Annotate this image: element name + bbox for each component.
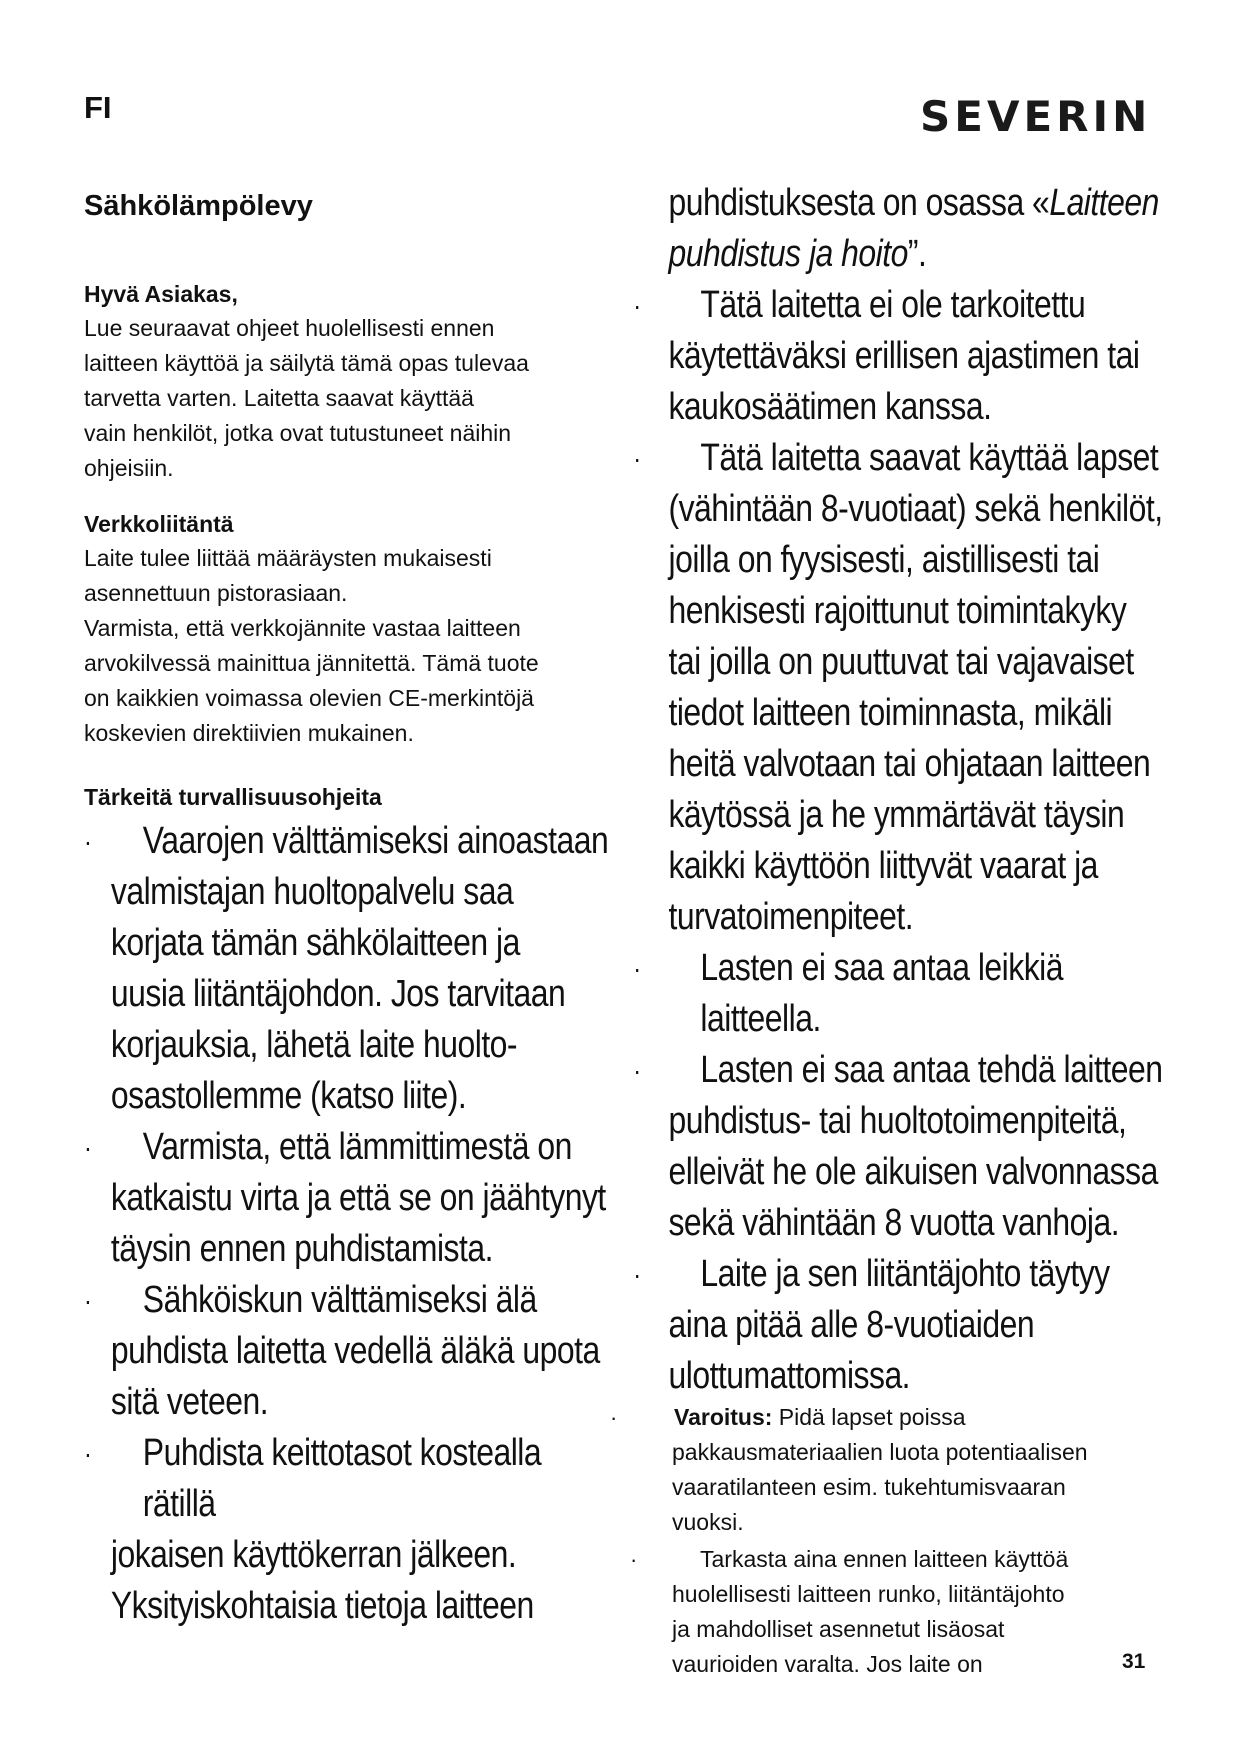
item-line: (vähintään 8-vuotiaat) sekä henkilöt, bbox=[668, 488, 1163, 530]
right-column bbox=[610, 182, 1190, 1682]
continuation-italic: puhdistus ja hoito bbox=[668, 233, 908, 275]
item-line: ja mahdolliset asennetut lisäosat bbox=[672, 1616, 1005, 1642]
bullet-icon: · bbox=[633, 443, 641, 474]
warning-item bbox=[610, 1400, 1190, 1540]
item-line: huolellisesti laitteen runko, liitäntäjohto bbox=[672, 1581, 1065, 1607]
warning-text: Pidä lapset poissa bbox=[772, 1404, 966, 1430]
item-line: sekä vähintään 8 vuotta vanhoja. bbox=[668, 1202, 1120, 1244]
continuation-prefix: puhdistuksesta on osassa « bbox=[668, 182, 1050, 224]
item-line: henkisesti rajoittunut toimintakyky bbox=[668, 590, 1127, 632]
text-line: koskevien direktiivien mukainen. bbox=[84, 720, 414, 746]
continuation-suffix: ”. bbox=[907, 233, 927, 275]
safety-heading: Tärkeitä turvallisuusohjeita bbox=[84, 784, 382, 810]
item-line: sitä veteen. bbox=[110, 1381, 269, 1423]
item-line bbox=[668, 229, 1172, 280]
bullet-icon: · bbox=[84, 1285, 92, 1316]
item-line: kaikki käyttöön liittyvät vaarat ja bbox=[668, 845, 1098, 887]
safety-item bbox=[633, 943, 1172, 1045]
item-line: Tätä laitetta ei ole tarkoitettu bbox=[700, 284, 1086, 326]
safety-item bbox=[84, 816, 615, 1122]
bullet-icon: · bbox=[84, 1132, 92, 1163]
item-line: Vaarojen välttämiseksi ainoastaan bbox=[142, 820, 609, 862]
safety-item bbox=[84, 1428, 615, 1632]
item-line: korjata tämän sähkölaitteen ja bbox=[110, 922, 520, 964]
left-column bbox=[84, 188, 624, 1632]
item-line: katkaistu virta ja että se on jäähtynyt bbox=[110, 1177, 606, 1219]
text-line: tarvetta varten. Laitetta saavat käyttää bbox=[84, 385, 474, 411]
warning-label: Varoitus: bbox=[674, 1404, 773, 1430]
continuation-text bbox=[650, 178, 1172, 280]
bullet-icon: · bbox=[633, 1055, 641, 1086]
item-line: uusia liitäntäjohdon. Jos tarvitaan bbox=[110, 973, 566, 1015]
bullet-icon: · bbox=[610, 1405, 618, 1430]
item-line: Laite ja sen liitäntäjohto täytyy bbox=[700, 1253, 1110, 1295]
item-line: Lasten ei saa antaa tehdä laitteen bbox=[700, 1049, 1163, 1091]
item-line: pakkausmateriaalien luota potentiaalisen bbox=[672, 1439, 1088, 1465]
severin-logo: SEVERIN bbox=[920, 92, 1152, 141]
item-line: elleivät he ole aikuisen valvonnassa bbox=[668, 1151, 1158, 1193]
item-line: turvatoimenpiteet. bbox=[668, 896, 914, 938]
safety-item bbox=[633, 433, 1172, 943]
item-line: täysin ennen puhdistamista. bbox=[110, 1228, 493, 1270]
item-line: tai joilla on puuttuvat tai vajavaiset bbox=[668, 641, 1134, 683]
item-line: aina pitää alle 8-vuotiaiden bbox=[668, 1304, 1035, 1346]
text-line: vain henkilöt, jotka ovat tutustuneet näihin bbox=[84, 420, 512, 446]
item-line: ulottumattomissa. bbox=[668, 1355, 911, 1397]
item-line: Yksityiskohtaisia tietoja laitteen bbox=[110, 1585, 534, 1627]
safety-list-left bbox=[84, 816, 624, 1632]
document-title: Sähkölämpölevy bbox=[84, 190, 313, 222]
connection-heading: Verkkoliitäntä bbox=[84, 511, 234, 537]
safety-item bbox=[84, 1122, 615, 1275]
item-line bbox=[672, 1400, 1190, 1435]
item-line: tiedot laitteen toiminnasta, mikäli bbox=[668, 692, 1113, 734]
text-line: arvokilvessä mainittua jännitettä. Tämä tuote bbox=[84, 650, 539, 676]
item-line: Tarkasta aina ennen laitteen käyttöä bbox=[700, 1546, 1069, 1572]
item-line: Varmista, että lämmittimestä on bbox=[142, 1126, 572, 1168]
greeting-paragraph bbox=[84, 311, 624, 486]
safety-item bbox=[84, 1275, 615, 1428]
check-item bbox=[630, 1542, 1190, 1682]
item-line: puhdista laitetta vedellä äläkä upota bbox=[110, 1330, 600, 1372]
item-line: heitä valvotaan tai ohjataan laitteen bbox=[668, 743, 1151, 785]
safety-item bbox=[633, 1045, 1172, 1249]
item-line: Tätä laitetta saavat käyttää lapset bbox=[700, 437, 1159, 479]
continuation-italic: Laitteen bbox=[1049, 182, 1159, 224]
bullet-icon: · bbox=[633, 953, 641, 984]
item-line: käytettäväksi erillisen ajastimen tai bbox=[668, 335, 1140, 377]
item-line: kaukosäätimen kanssa. bbox=[668, 386, 992, 428]
item-line: vuoksi. bbox=[672, 1509, 744, 1535]
item-line: korjauksia, lähetä laite huolto- bbox=[110, 1024, 518, 1066]
greeting-heading: Hyvä Asiakas, bbox=[84, 281, 238, 307]
safety-list-right bbox=[610, 178, 1190, 1682]
bullet-icon: · bbox=[630, 1547, 638, 1572]
item-line: osastollemme (katso liite). bbox=[110, 1075, 467, 1117]
item-line: vaaratilanteen esim. tukehtumisvaaran bbox=[672, 1474, 1066, 1500]
item-line: jokaisen käyttökerran jälkeen. bbox=[110, 1534, 517, 1576]
item-line: Lasten ei saa antaa leikkiä laitteella. bbox=[700, 947, 1063, 1040]
safety-item bbox=[633, 1249, 1172, 1402]
text-line: Laite tulee liittää määräysten mukaisesti bbox=[84, 545, 492, 571]
text-line: asennettuun pistorasiaan. bbox=[84, 580, 348, 606]
item-line: valmistajan huoltopalvelu saa bbox=[110, 871, 514, 913]
text-line: on kaikkien voimassa olevien CE-merkintöjä bbox=[84, 685, 534, 711]
connection-paragraph bbox=[84, 541, 624, 751]
text-line: Lue seuraavat ohjeet huolellisesti ennen bbox=[84, 315, 495, 341]
text-line: Varmista, että verkkojännite vastaa laitteen bbox=[84, 615, 521, 641]
page-number: 31 bbox=[1122, 1650, 1146, 1673]
bullet-icon: · bbox=[633, 290, 641, 321]
item-line: Puhdista keittotasot kostealla rätillä bbox=[142, 1432, 542, 1525]
bullet-icon: · bbox=[84, 826, 92, 857]
text-line: laitteen käyttöä ja säilytä tämä opas tulevaa bbox=[84, 350, 529, 376]
item-line: joilla on fyysisesti, aistillisesti tai bbox=[668, 539, 1100, 581]
item-line: Sähköiskun välttämiseksi älä bbox=[142, 1279, 537, 1321]
text-line: ohjeisiin. bbox=[84, 455, 174, 481]
item-line bbox=[668, 178, 1172, 229]
language-code: FI bbox=[84, 90, 112, 125]
bullet-icon: · bbox=[84, 1438, 92, 1469]
item-line: vaurioiden varalta. Jos laite on bbox=[672, 1651, 983, 1677]
item-line: puhdistus- tai huoltotoimenpiteitä, bbox=[668, 1100, 1127, 1142]
bullet-icon: · bbox=[633, 1259, 641, 1290]
safety-item bbox=[633, 280, 1172, 433]
item-line: käytössä ja he ymmärtävät täysin bbox=[668, 794, 1125, 836]
